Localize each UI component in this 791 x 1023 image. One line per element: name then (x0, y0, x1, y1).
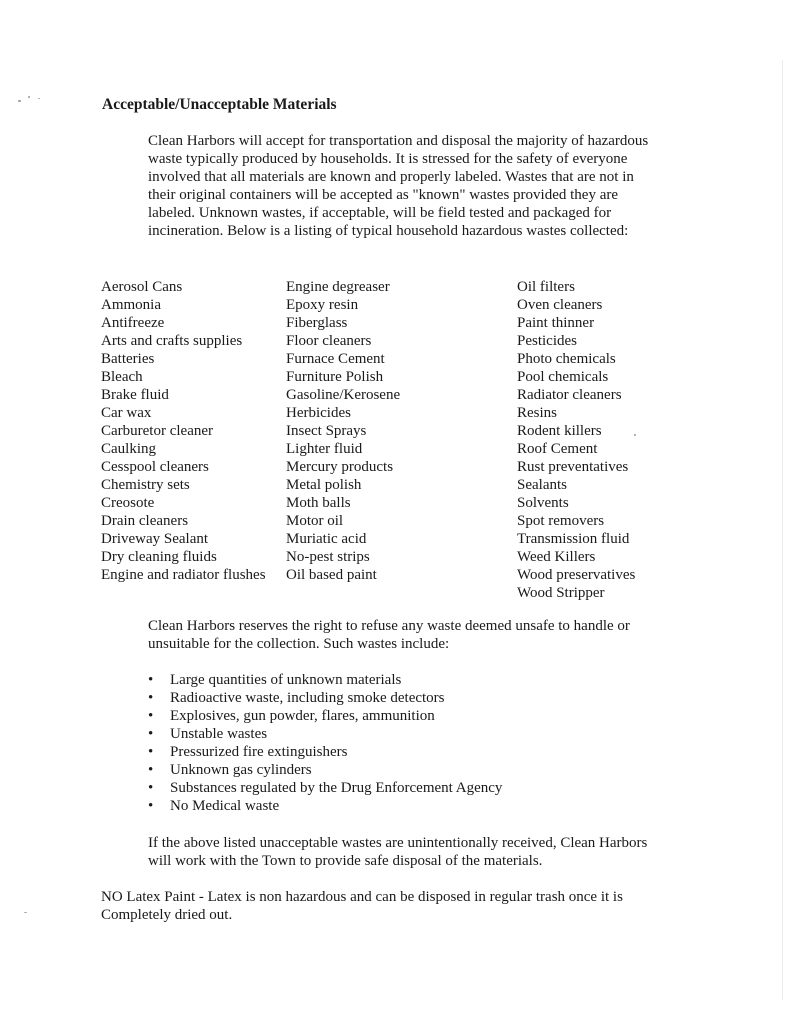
accepted-material-item: Aerosol Cans (101, 279, 183, 295)
scan-speck (18, 100, 21, 102)
unacceptable-item (148, 707, 502, 725)
accepted-material-item: Herbicides (286, 405, 351, 421)
unacceptable-item-text: Large quantities of unknown materials (170, 672, 402, 688)
accepted-material-item: Creosote (101, 495, 155, 511)
bullet-icon: • (148, 744, 154, 760)
accepted-material-item: Roof Cement (517, 441, 598, 457)
bullet-icon: • (148, 798, 154, 814)
accepted-material-item: Brake fluid (101, 387, 169, 403)
accepted-material-item: Car wax (101, 405, 152, 421)
bullet-icon: • (148, 690, 154, 706)
accepted-material-item: Furnace Cement (286, 351, 385, 367)
accepted-material-item: Paint thinner (517, 315, 595, 331)
accepted-material-item: Drain cleaners (101, 513, 189, 529)
accepted-material-item: Wood Stripper (517, 585, 605, 601)
accepted-material-item: Driveway Sealant (101, 531, 209, 547)
accepted-material-item: Engine degreaser (286, 279, 390, 295)
accepted-material-item: Lighter fluid (286, 441, 363, 457)
latex-note: NO Latex Paint - Latex is non hazardous and can be disposed in regular trash once it is Completely dried out. (101, 889, 623, 923)
accepted-material-item: Muriatic acid (286, 531, 367, 547)
accepted-material-item: Pool chemicals (517, 369, 609, 385)
accepted-material-item: Cesspool cleaners (101, 459, 209, 475)
unacceptable-item-text: No Medical waste (170, 798, 280, 814)
unacceptable-list (148, 671, 502, 815)
accepted-material-item: Spot removers (517, 513, 605, 529)
unacceptable-item-text: Pressurized fire extinguishers (170, 744, 348, 760)
bullet-icon: • (148, 672, 154, 688)
intro-paragraph: Clean Harbors will accept for transportation and disposal the majority of hazardous waste typically produced by households. It is stressed for the safety of everyone involved that all materials are known and properly labeled. Wastes that are not in their original containers will be accepted as "known" wastes provided they are labeled. Unknown wastes, if acceptable, will be field tested and packaged for incineration. Below is a listing of typical household hazardous wastes collected: (148, 133, 649, 239)
accepted-material-item: Mercury products (286, 459, 394, 475)
scan-speck (28, 96, 30, 98)
accepted-material-item: Carburetor cleaner (101, 423, 214, 439)
accepted-material-item: Resins (517, 405, 558, 421)
accepted-material-item: Batteries (101, 351, 155, 367)
scan-speck (38, 98, 40, 99)
accepted-material-item: Moth balls (286, 495, 351, 511)
accepted-material-item: Solvents (517, 495, 569, 511)
unacceptable-item-text: Explosives, gun powder, flares, ammunition (170, 708, 435, 724)
accepted-material-item: Ammonia (101, 297, 161, 313)
scan-speck (24, 912, 27, 913)
accepted-material-item: Oil filters (517, 279, 575, 295)
accepted-materials-list (0, 278, 791, 601)
accepted-material-item: Transmission fluid (517, 531, 630, 547)
unacceptable-item (148, 689, 502, 707)
accepted-material-item: Weed Killers (517, 549, 596, 565)
bullet-icon: • (148, 726, 154, 742)
unacceptable-item-text: Substances regulated by the Drug Enforcement Agency (170, 780, 503, 796)
accepted-column-3 (517, 278, 635, 602)
unacceptable-item (148, 797, 502, 815)
accepted-material-item: Caulking (101, 441, 156, 457)
bullet-icon: • (148, 762, 154, 778)
unacceptable-item (148, 671, 502, 689)
unacceptable-item-text: Unstable wastes (170, 726, 268, 742)
accepted-material-item: Chemistry sets (101, 477, 190, 493)
accepted-material-item: Motor oil (286, 513, 344, 529)
accepted-material-item: Arts and crafts supplies (101, 333, 243, 349)
accepted-material-item: Wood preservatives (517, 567, 636, 583)
accepted-material-item: Fiberglass (286, 315, 348, 331)
scan-edge-line (782, 60, 783, 1000)
outcome-paragraph: If the above listed unacceptable wastes are unintentionally received, Clean Harbors will work with the Town to provide safe disposal of the materials. (148, 835, 648, 869)
unacceptable-item (148, 743, 502, 761)
accepted-material-item: Insect Sprays (286, 423, 367, 439)
unacceptable-item-text: Unknown gas cylinders (170, 762, 312, 778)
unacceptable-item (148, 779, 502, 797)
unacceptable-item (148, 725, 502, 743)
accepted-material-item: Bleach (101, 369, 143, 385)
accepted-material-item: Pesticides (517, 333, 577, 349)
accepted-material-item: Antifreeze (101, 315, 165, 331)
accepted-material-item: Photo chemicals (517, 351, 616, 367)
accepted-material-item: Engine and radiator flushes (101, 567, 266, 583)
refuse-paragraph: Clean Harbors reserves the right to refuse any waste deemed unsafe to handle or unsuitable for the collection. Such wastes include: (148, 618, 630, 652)
unacceptable-item-text: Radioactive waste, including smoke detectors (170, 690, 445, 706)
accepted-material-item: Rust preventatives (517, 459, 629, 475)
unacceptable-item (148, 761, 502, 779)
page-title: Acceptable/Unacceptable Materials (102, 96, 337, 113)
accepted-material-item: Gasoline/Kerosene (286, 387, 401, 403)
accepted-material-item: Sealants (517, 477, 567, 493)
accepted-material-item: Dry cleaning fluids (101, 549, 217, 565)
accepted-material-item: Radiator cleaners (517, 387, 622, 403)
bullet-icon: • (148, 780, 154, 796)
accepted-material-item: Epoxy resin (286, 297, 359, 313)
accepted-material-item: No-pest strips (286, 549, 370, 565)
bullet-icon: • (148, 708, 154, 724)
accepted-material-item: Furniture Polish (286, 369, 384, 385)
accepted-material-item: Floor cleaners (286, 333, 372, 349)
scan-speck (634, 434, 636, 436)
accepted-material-item: Oil based paint (286, 567, 377, 583)
accepted-material-item: Rodent killers (517, 423, 602, 439)
accepted-column-2 (286, 278, 400, 584)
accepted-column-1 (101, 278, 266, 584)
accepted-material-item: Metal polish (286, 477, 362, 493)
accepted-material-item: Oven cleaners (517, 297, 603, 313)
